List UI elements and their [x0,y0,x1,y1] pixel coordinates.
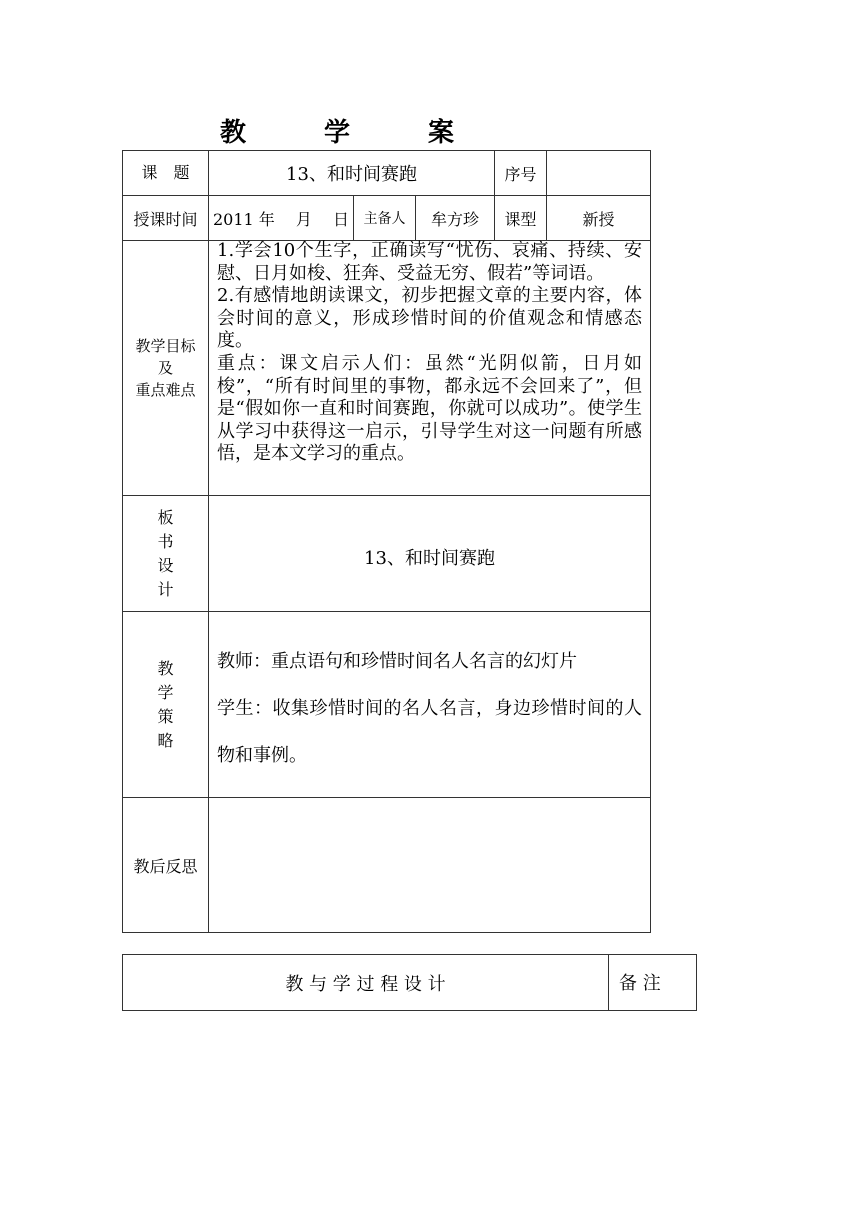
strategy-label-char: 教 [157,658,174,678]
topic-label-cell [122,150,209,196]
board-label-char: 计 [157,579,174,599]
process-header-cell [122,954,609,1011]
objectives-label-line: 重点难点 [135,381,196,399]
time-label: 授课时间 [133,209,198,229]
time-label-cell [122,195,209,241]
strategy-label-char: 策 [157,706,174,726]
strategy-label-char: 学 [157,682,174,702]
objectives-text: 1.学会10个生字，正确读写“忧伤、哀痛、持续、安慰、日月如梭、狂奔、受益无穷、假若”等词语。 2.有感情地朗读课文，初步把握文章的主要内容，体会时间的意义，形成珍惜时间的价值观念和情感态度。 重点：课文启示人们：虽然“光阴似箭，日月如梭”，“所有时间里的事物，都永远不会回来了”，但是“假如你一直和时间赛跑，你就可以成功”。使学生从学习中获得这一启示，引导学生对这一问题有所感悟，是本文学习的重点。 [217,240,642,465]
preparer-name: 牟方珍 [430,209,479,229]
reflection-label-cell [122,797,209,933]
objectives-label-line: 教学目标 [135,337,196,355]
objectives-label-line: 及 [157,359,173,377]
notes-header-cell [608,954,697,1011]
board-label-cell [122,495,209,612]
preparer-cell [415,195,495,241]
process-header: 教 与 学 过 程 设 计 [285,973,446,995]
type-label-cell [494,195,547,241]
seq-label-cell [494,150,547,196]
type-label: 课型 [504,209,537,229]
document-title: 教 学 案 [219,118,480,148]
board-label-char: 设 [157,555,174,575]
date-cell [208,195,354,241]
type-value: 新授 [582,209,615,229]
objectives-label-cell [122,240,209,496]
board-label-char: 板 [157,507,174,527]
topic-value-cell [208,150,495,196]
strategy-label-char: 略 [157,730,174,750]
notes-header: 备 注 [619,973,661,994]
type-value-cell [546,195,651,241]
board-content-cell [208,495,651,612]
date-value: 2011 年 月 日 [213,209,349,229]
strategy-content-cell [208,611,651,798]
topic-label: 课 题 [141,163,190,182]
board-label-char: 书 [157,531,174,551]
preparer-label-cell [353,195,416,241]
strategy-label-cell [122,611,209,798]
seq-label: 序号 [504,164,537,184]
topic-value: 13、和时间赛跑 [286,164,417,185]
strategy-student: 学生：收集珍惜时间的名人名言，身边珍惜时间的人物和事例。 [217,698,642,766]
reflection-content-cell[interactable] [208,797,651,933]
preparer-label: 主备人 [363,211,406,227]
strategy-teacher: 教师：重点语句和珍惜时间名人名言的幻灯片 [217,651,577,672]
seq-value-cell [546,150,651,196]
reflection-label: 教后反思 [133,856,198,876]
board-content: 13、和时间赛跑 [364,548,495,569]
objectives-content-cell [208,240,651,496]
